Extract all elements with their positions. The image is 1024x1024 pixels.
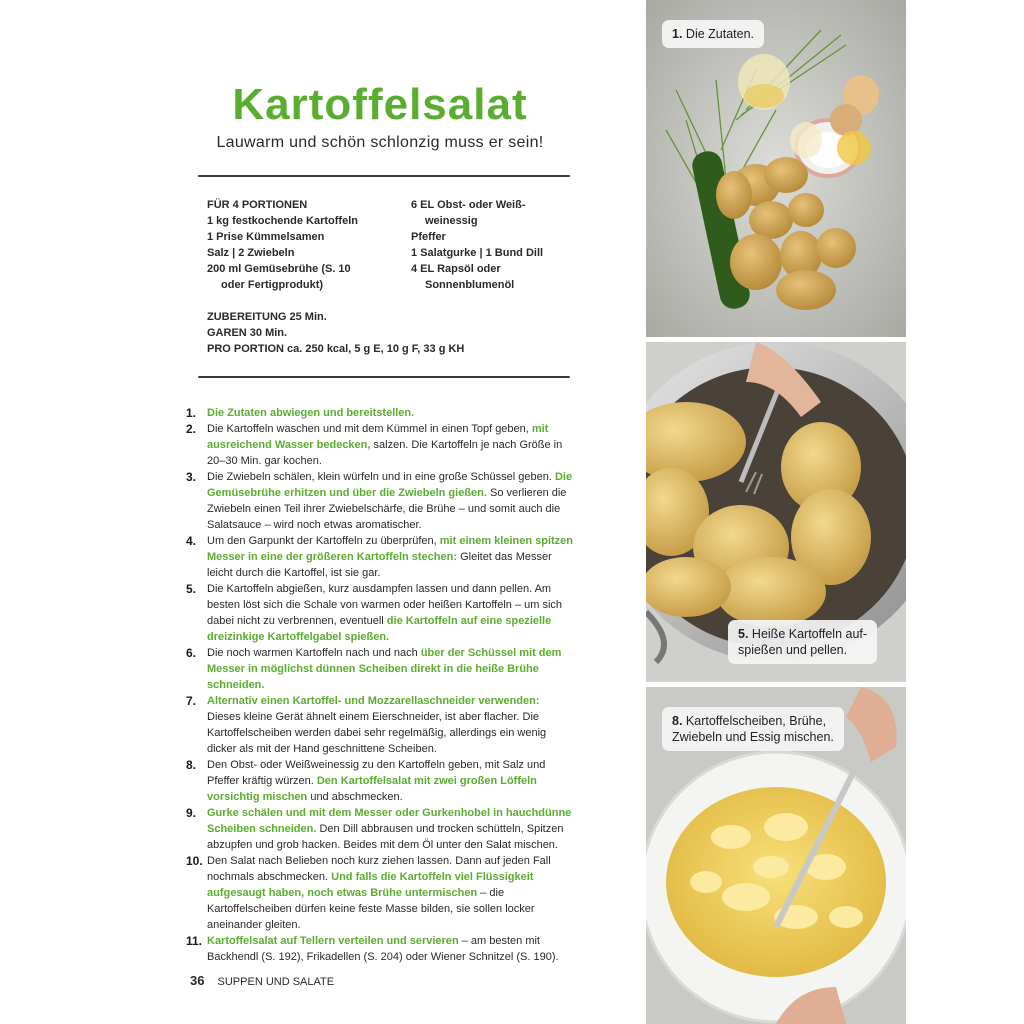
step-text: Die Kartoffeln abgießen, kurz ausdampfen lassen und dann pellen. Am besten löst sich die Schale von warmen oder heißen Kartoffeln – um sich dabei nicht zu verbrennen, eventuell xyxy=(207,583,563,627)
step-highlight: Den Kartoffelsalat mit zwei großen Löffeln vorsichtig mischen xyxy=(207,775,537,803)
step-number: 6. xyxy=(186,646,197,660)
photo-ingredients xyxy=(646,0,906,337)
step-item xyxy=(186,469,576,533)
step-item xyxy=(186,805,576,853)
ingredients-right xyxy=(411,197,543,293)
step-text: Die Zwiebeln schälen, klein würfeln und in eine große Schüssel geben. xyxy=(207,471,555,483)
step-item xyxy=(186,421,576,469)
ingredient-line: 1 kg festkochende Kartoffeln xyxy=(207,215,358,227)
divider-bottom xyxy=(198,376,570,378)
step-text: Gleitet das Messer leicht durch die Kartoffel, ist sie gar. xyxy=(207,551,552,579)
step-item xyxy=(186,581,576,645)
section-name: SUPPEN UND SALATE xyxy=(217,976,335,988)
ingredient-line: 1 Salatgurke | 1 Bund Dill xyxy=(411,247,544,259)
step-text: Den Salat nach Belieben noch kurz ziehen lassen. Dann auf jeden Fall nochmals abschmecken. xyxy=(207,855,551,883)
step-highlight: mit einem kleinen spitzen Messer in eine der größeren Kartoffeln stechen: xyxy=(207,535,574,563)
step-highlight: Alternativ einen Kartoffel- und Mozzarellaschneider verwenden: xyxy=(207,695,540,707)
page-title: Kartoffelsalat xyxy=(232,80,528,129)
nutrition-info: PRO PORTION ca. 250 kcal, 5 g E, 10 g F, 33 g KH xyxy=(207,343,465,355)
step-number: 8. xyxy=(186,758,197,772)
step-text: Dieses kleine Gerät ähnelt einem Eierschneider, ist aber flacher. Die Kartoffelscheiben werden dabei sehr regelmäßig, allerdings ein wenig dicker als mit der Hand geschnittene Scheiben. xyxy=(207,711,547,755)
step-number: 3. xyxy=(186,470,197,484)
step-item xyxy=(186,693,576,757)
photo-mixing xyxy=(646,687,906,1024)
ingredients-left xyxy=(207,197,358,293)
instruction-steps xyxy=(186,405,576,965)
step-text: So verlieren die Zwiebeln einen Teil ihrer Zwiebelschärfe, die Brühe – und somit auch die Salatsauce – wird noch etwas aromatischer. xyxy=(207,487,567,531)
step-highlight: über der Schüssel mit dem Messer in möglichst dünnen Scheiben direkt in die heiße Brühe schneiden. xyxy=(207,647,562,691)
ingredient-line: oder Fertigprodukt) xyxy=(221,279,324,291)
step-highlight: Und falls die Kartoffeln viel Flüssigkeit aufgesaugt haben, noch etwas Brühe untermischen xyxy=(207,871,534,899)
step-highlight: Die Zutaten abwiegen und bereitstellen. xyxy=(207,407,415,419)
ingredient-line: Pfeffer xyxy=(411,231,446,243)
divider-top xyxy=(198,175,570,177)
step-number: 10. xyxy=(186,854,203,868)
ingredient-line: Sonnenblumenöl xyxy=(425,279,515,291)
cook-time: GAREN 30 Min. xyxy=(207,327,288,339)
step-text: – die Kartoffelscheiben dürfen keine feste Masse bilden, sie sollen locker aneinander gleiten. xyxy=(207,887,535,931)
step-item xyxy=(186,533,576,581)
photo-colander xyxy=(646,342,906,682)
page-subtitle: Lauwarm und schön schlonzig muss er sein! xyxy=(216,134,544,151)
step-text: – am besten mit Backhendl (S. 192), Frikadellen (S. 204) oder Wiener Schnitzel (S. 190). xyxy=(207,935,559,963)
ingredient-line: 200 ml Gemüsebrühe (S. 10 xyxy=(207,263,351,275)
photo-caption: 5. Heiße Kartoffeln auf- spießen und pellen. xyxy=(728,620,877,664)
step-highlight: Gurke schälen und mit dem Messer oder Gurkenhobel in hauchdünne Scheiben schneiden. xyxy=(207,807,572,835)
step-item xyxy=(186,933,576,965)
step-highlight: Kartoffelsalat auf Tellern verteilen und servieren xyxy=(207,935,459,947)
step-text: und abschmecken. xyxy=(307,791,403,803)
step-number: 7. xyxy=(186,694,197,708)
ingredient-line: 4 EL Rapsöl oder xyxy=(411,263,501,275)
step-highlight: die Kartoffeln auf eine spezielle dreizinkige Kartoffelgabel spießen. xyxy=(207,615,552,643)
step-text: Die Kartoffeln waschen und mit dem Kümmel in einen Topf geben, xyxy=(207,423,532,435)
ingredient-line: 1 Prise Kümmelsamen xyxy=(207,231,325,243)
step-number: 1. xyxy=(186,406,197,420)
step-text: Den Obst- oder Weißweinessig zu den Kartoffeln geben, mit Salz und Pfeffer kräftig würzen. xyxy=(207,759,546,787)
step-number: 2. xyxy=(186,422,197,436)
step-text: Um den Garpunkt der Kartoffeln zu überprüfen, xyxy=(207,535,440,547)
step-text: Die noch warmen Kartoffeln nach und nach xyxy=(207,647,421,659)
prep-time: ZUBEREITUNG 25 Min. xyxy=(207,311,327,323)
step-text: Den Dill abbrausen und trocken schütteln, Spitzen abzupfen und grob hacken. Beides mit dem Öl unter den Salat mischen. xyxy=(207,823,564,851)
step-number: 5. xyxy=(186,582,197,596)
ingredient-line: 6 EL Obst- oder Weiß- xyxy=(411,199,526,211)
page-number: 36 xyxy=(190,973,205,988)
recipe-meta xyxy=(207,309,464,357)
step-highlight: Die Gemüsebrühe erhitzen und über die Zwiebeln gießen. xyxy=(207,471,573,499)
step-number: 9. xyxy=(186,806,197,820)
step-number: 11. xyxy=(186,934,203,948)
ingredient-line: weinessig xyxy=(425,215,478,227)
step-item xyxy=(186,405,576,421)
page-footer xyxy=(190,973,334,988)
photo-caption: 8. Kartoffelscheiben, Brühe, Zwiebeln und Essig mischen. xyxy=(662,707,844,751)
step-text: salzen. Die Kartoffeln je nach Größe in 20–30 Min. gar kochen. xyxy=(207,439,563,467)
step-highlight: mit ausreichend Wasser bedecken, xyxy=(207,423,549,451)
ingredient-line: Salz | 2 Zwiebeln xyxy=(207,247,295,259)
step-number: 4. xyxy=(186,534,197,548)
photo-caption: 1. Die Zutaten. xyxy=(662,20,764,48)
step-item xyxy=(186,853,576,933)
step-item xyxy=(186,645,576,693)
ingredient-line: FÜR 4 PORTIONEN xyxy=(207,199,308,211)
step-item xyxy=(186,757,576,805)
